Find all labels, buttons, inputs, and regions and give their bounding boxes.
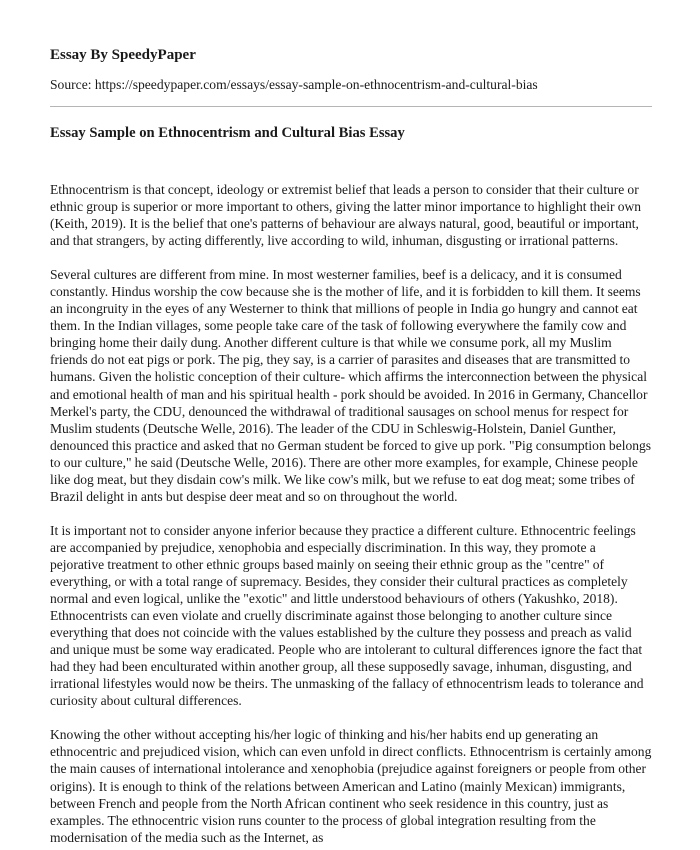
header-divider [50, 106, 652, 107]
paragraph-4: Knowing the other without accepting his/her logic of thinking and his/her habits end up generating an ethnocentric and prejudiced vision, which can even unfold in direct conflicts. Ethnocentrism is certainly among the main causes of international intolerance and xenophobia (prejudice against foreigners or people from other origins). It is enough to think of the relations between American and Latino (mainly Mexican) immigrants, between French and people from the North African continent who seek residence in this country, just as examples. The ethnocentric vision runs counter to the process of global integration resulting from the modernisation of the media such as the Internet, as [50, 727, 652, 845]
site-title: Essay By SpeedyPaper [50, 47, 196, 63]
paragraph-3: It is important not to consider anyone inferior because they practice a different culture. Ethnocentric feelings are accompanied by prejudice, xenophobia and especially discrimination. In this way, they promote a pejorative treatment to other ethnic groups based mainly on seeing their ethnic group as the "centre" of everything, or with a total range of supremacy. Besides, they consider their cultural practices as completely normal and even logical, unlike the "exotic" and little understood behaviours of others (Yakushko, 2018). Ethnocentrists can even violate and cruelly discriminate against those belonging to another culture since everything that does not coincide with the values established by the culture they possess and preach as valid and unique must be some way eradicated. People who are intolerant to cultural differences ignore the fact that had they had been enculturated within another group, all these supposedly savage, inhuman, disgusting, and irrational lifestyles would now be theirs. The unmasking of the fallacy of ethnocentrism leads to tolerance and curiosity about cultural differences. [50, 522, 644, 709]
paragraph-2: Several cultures are different from mine. In most westerner families, beef is a delicacy, and it is consumed constantly. Hindus worship the cow because she is the mother of life, and it is forbidden to kill them. It seems an incongruity in the eyes of any Westerner to think that millions of people in India go hungry and cannot eat them. In the Indian villages, some people take care of the task of following everywhere the family cow and bringing home their daily dung. Another different culture is that while we consume pork, all my Muslim friends do not eat pigs or pork. The pig, they say, is a carrier of parasites and diseases that are transmitted to humans. Given the holistic conception of their culture- which affirms the interconnection between the physical and emotional health of man and his spiritual health - pork should be avoided. In 2016 in Germany, Chancellor Merkel's party, the CDU, denounced the withdrawal of traditional sausages on school menus for respect for Muslim students (Deutsche Welle, 2016). The leader of the CDU in Schleswig-Holstein, Daniel Gunther, denounced this practice and asked that no German student be forced to give up pork. "Pig consumption belongs to our culture," he said (Deutsche Welle, 2016). There are other more examples, for example, Chinese people like dog meat, but they disdain cow's milk. We like cow's milk, but we refuse to eat dog meat; some tribes of Brazil delight in ants but despise deer meat and so on throughout the world. [50, 267, 652, 504]
essay-title: Essay Sample on Ethnocentrism and Cultural Bias Essay [50, 125, 405, 141]
source-line: Source: https://speedypaper.com/essays/essay-sample-on-ethnocentrism-and-cultural-bias [50, 77, 538, 92]
paragraph-1: Ethnocentrism is that concept, ideology or extremist belief that leads a person to consider that their culture or ethnic group is superior or more important to others, giving the latter minor importance to highlight their own (Keith, 2019). It is the belief that one's patterns of behaviour are always natural, good, beautiful or important, and that strangers, by acting differently, live according to wild, inhuman, disgusting or irrational patterns. [50, 182, 642, 249]
